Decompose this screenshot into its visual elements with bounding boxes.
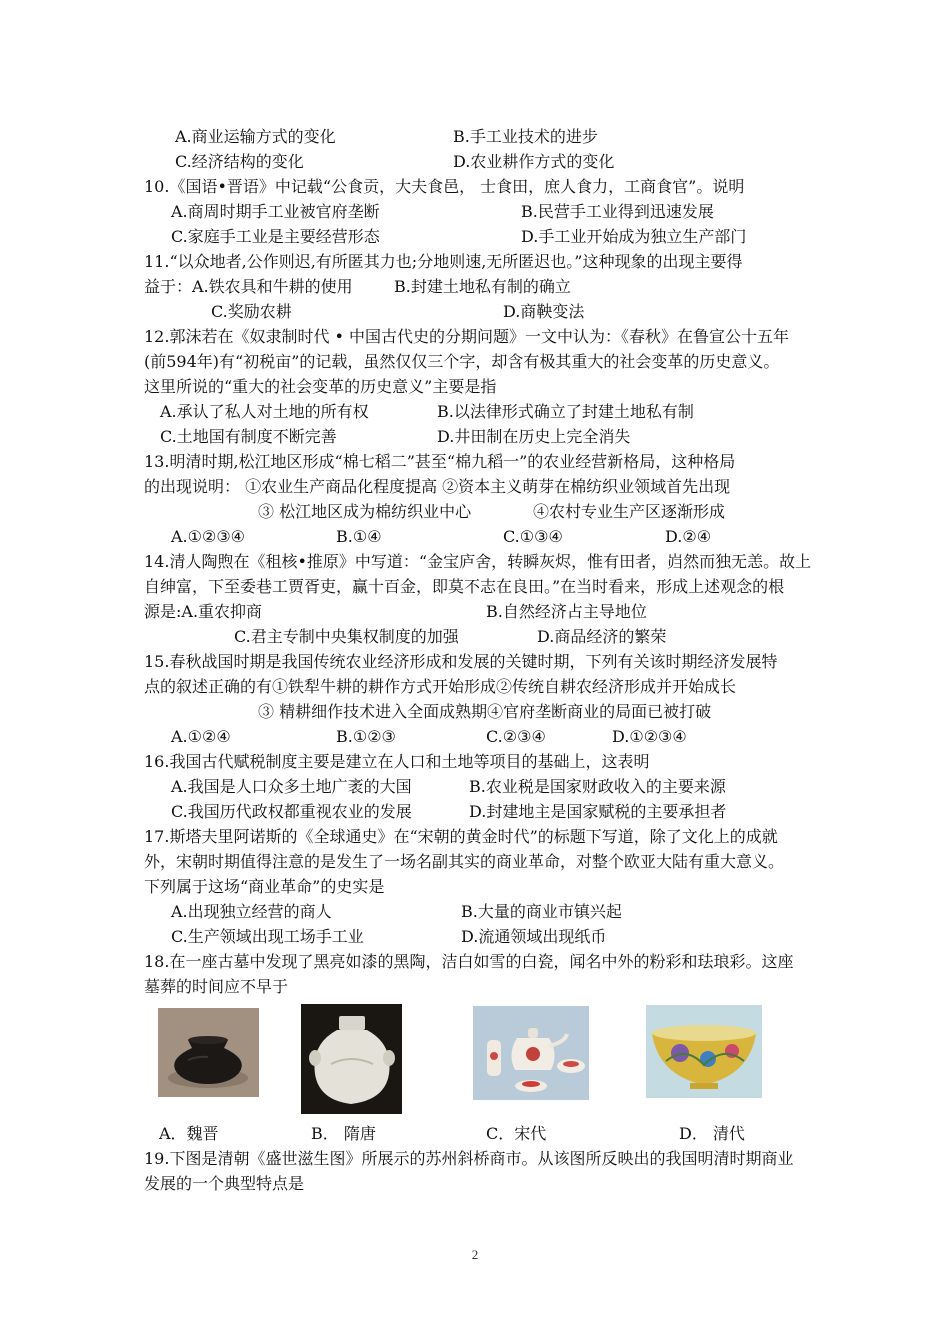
q11-option-d: D.商鞅变法 (503, 302, 585, 321)
q15-option-d: D.①②③④ (612, 727, 687, 746)
q13-item-4: ④农村专业生产区逐渐形成 (533, 502, 726, 521)
q13-item-3: ③ 松江地区成为棉纺织业中心 (258, 502, 472, 521)
q14-option-c: C.君主专制中央集权制度的加强 (234, 627, 459, 646)
q16-option-c: C.我国历代政权都重视农业的发展 (171, 802, 412, 821)
q10-stem: 10.《国语•晋语》中记载“公食贡，大夫食邑， 士食田，庶人食力，工商食官”。说明 (144, 177, 745, 196)
q18-option-a: A．魏晋 (159, 1124, 219, 1143)
q9-option-b: B.手工业技术的进步 (453, 127, 598, 146)
q13-option-d: D.②④ (665, 527, 712, 546)
q18-stem-line2: 墓葬的时间应不早于 (144, 977, 289, 996)
q12-stem-line3: 这里所说的“重大的社会变革的历史意义”主要是指 (144, 377, 497, 396)
q18-option-d: D． 清代 (679, 1124, 745, 1143)
q16-option-b: B.农业税是国家财政收入的主要来源 (469, 777, 726, 796)
q17-option-b: B.大量的商业市镇兴起 (461, 902, 622, 921)
q12-option-a: A.承认了私人对土地的所有权 (160, 402, 369, 421)
q15-stem-line1: 15.春秋战国时期是我国传统农业经济形成和发展的关键时期，下列有关该时期经济发展特 (144, 652, 778, 671)
q16-stem: 16.我国古代赋税制度主要是建立在人口和土地等项目的基础上，这表明 (144, 752, 650, 771)
q12-stem-line1: 12.郭沫若在《奴隶制时代 • 中国古代史的分期问题》一文中认为：《春秋》在鲁宣公十五年 (144, 327, 790, 346)
q17-stem-line3: 下列属于这场“商业革命”的史实是 (144, 877, 385, 896)
q11-option-a: 益于：A.铁农具和牛耕的使用 (144, 277, 353, 296)
q14-stem-line1: 14.清人陶煦在《租核•推原》中写道：“金宝庐舍，转瞬灰烬，惟有田者，岿然而独无恙。故上 (144, 552, 812, 571)
q15-option-a: A.①②④ (171, 727, 231, 746)
q17-option-c: C.生产领域出现工场手工业 (171, 927, 364, 946)
page-number: 2 (471, 1247, 479, 1262)
q10-option-a: A.商周时期手工业被官府垄断 (171, 202, 380, 221)
q10-option-b: B.民营手工业得到迅速发展 (521, 202, 714, 221)
q12-option-d: D.井田制在历史上完全消失 (437, 427, 631, 446)
q12-option-b: B.以法律形式确立了封建土地私有制 (437, 402, 694, 421)
q13-option-b: B.①④ (336, 527, 382, 546)
black-pottery-image (158, 1008, 259, 1097)
q9-option-d: D.农业耕作方式的变化 (453, 152, 615, 171)
q9-option-c: C.经济结构的变化 (175, 152, 304, 171)
q14-option-b: B.自然经济占主导地位 (486, 602, 647, 621)
q14-option-d: D.商品经济的繁荣 (537, 627, 667, 646)
q17-stem-line1: 17.斯塔夫里阿诺斯的《全球通史》在“宋朝的黄金时代”的标题下写道，除了文化上的成就 (144, 827, 778, 846)
q14-option-a: 源是:A.重农抑商 (144, 602, 263, 621)
q16-option-d: D.封建地主是国家赋税的主要承担者 (469, 802, 727, 821)
q15-stem-line2: 点的叙述正确的有①铁犁牛耕的耕作方式开始形成②传统自耕农经济形成并开始成长 (144, 677, 737, 696)
q19-stem-line1: 19.下图是清朝《盛世滋生图》所展示的苏州斜桥商市。从该图所反映出的我国明清时期商业 (144, 1149, 794, 1168)
q19-stem-line2: 发展的一个典型特点是 (144, 1174, 305, 1193)
white-porcelain-image (301, 1004, 402, 1114)
q10-option-c: C.家庭手工业是主要经营形态 (171, 227, 380, 246)
q13-stem-line2: 的出现说明： ①农业生产商品化程度提高 ②资本主义萌芽在棉纺织业领域首先出现 (144, 477, 731, 496)
q14-stem-line2: 自绅富，下至委巷工贾胥吏，赢十百金，即莫不志在良田。”在当时看来，形成上述观念的根 (144, 577, 785, 596)
q17-option-a: A.出现独立经营的商人 (171, 902, 332, 921)
enamel-bowl-image (646, 1005, 762, 1098)
q18-option-b: B． 隋唐 (311, 1124, 376, 1143)
q15-items-3-4: ③ 精耕细作技术进入全面成熟期④官府垄断商业的局面已被打破 (258, 702, 712, 721)
q16-option-a: A.我国是人口众多土地广袤的大国 (171, 777, 412, 796)
q13-option-c: C.①③④ (503, 527, 563, 546)
q17-stem-line2: 外，宋朝时期值得注意的是发生了一场名副其实的商业革命，对整个欧亚大陆有重大意义。 (144, 852, 785, 871)
q11-stem: 11.“以众地者,公作则迟,有所匿其力也;分地则速,无所匿迟也。”这种现象的出现主要得 (144, 252, 743, 271)
q12-stem-line2: (前594年)有“初税亩”的记载，虽然仅仅三个字，却含有极其重大的社会变革的历史意义。 (144, 352, 780, 371)
q13-option-a: A.①②③④ (171, 527, 246, 546)
famille-rose-teaset-image (473, 1006, 589, 1100)
q11-option-b: B.封建土地私有制的确立 (394, 277, 571, 296)
q17-option-d: D.流通领域出现纸币 (461, 927, 607, 946)
q9-option-a: A.商业运输方式的变化 (175, 127, 336, 146)
q12-option-c: C.土地国有制度不断完善 (160, 427, 337, 446)
q13-stem-line1: 13.明清时期,松江地区形成“棉七稻二”甚至“棉九稻一”的农业经营新格局，这种格局 (144, 452, 736, 471)
q10-option-d: D.手工业开始成为独立生产部门 (521, 227, 747, 246)
q11-option-c: C.奖励农耕 (211, 302, 292, 321)
q18-stem-line1: 18.在一座古墓中发现了黑亮如漆的黑陶，洁白如雪的白瓷，闻名中外的粉彩和珐琅彩。这座 (144, 952, 794, 971)
q15-option-c: C.②③④ (486, 727, 546, 746)
q18-option-c: C．宋代 (486, 1124, 547, 1143)
q15-option-b: B.①②③ (336, 727, 396, 746)
